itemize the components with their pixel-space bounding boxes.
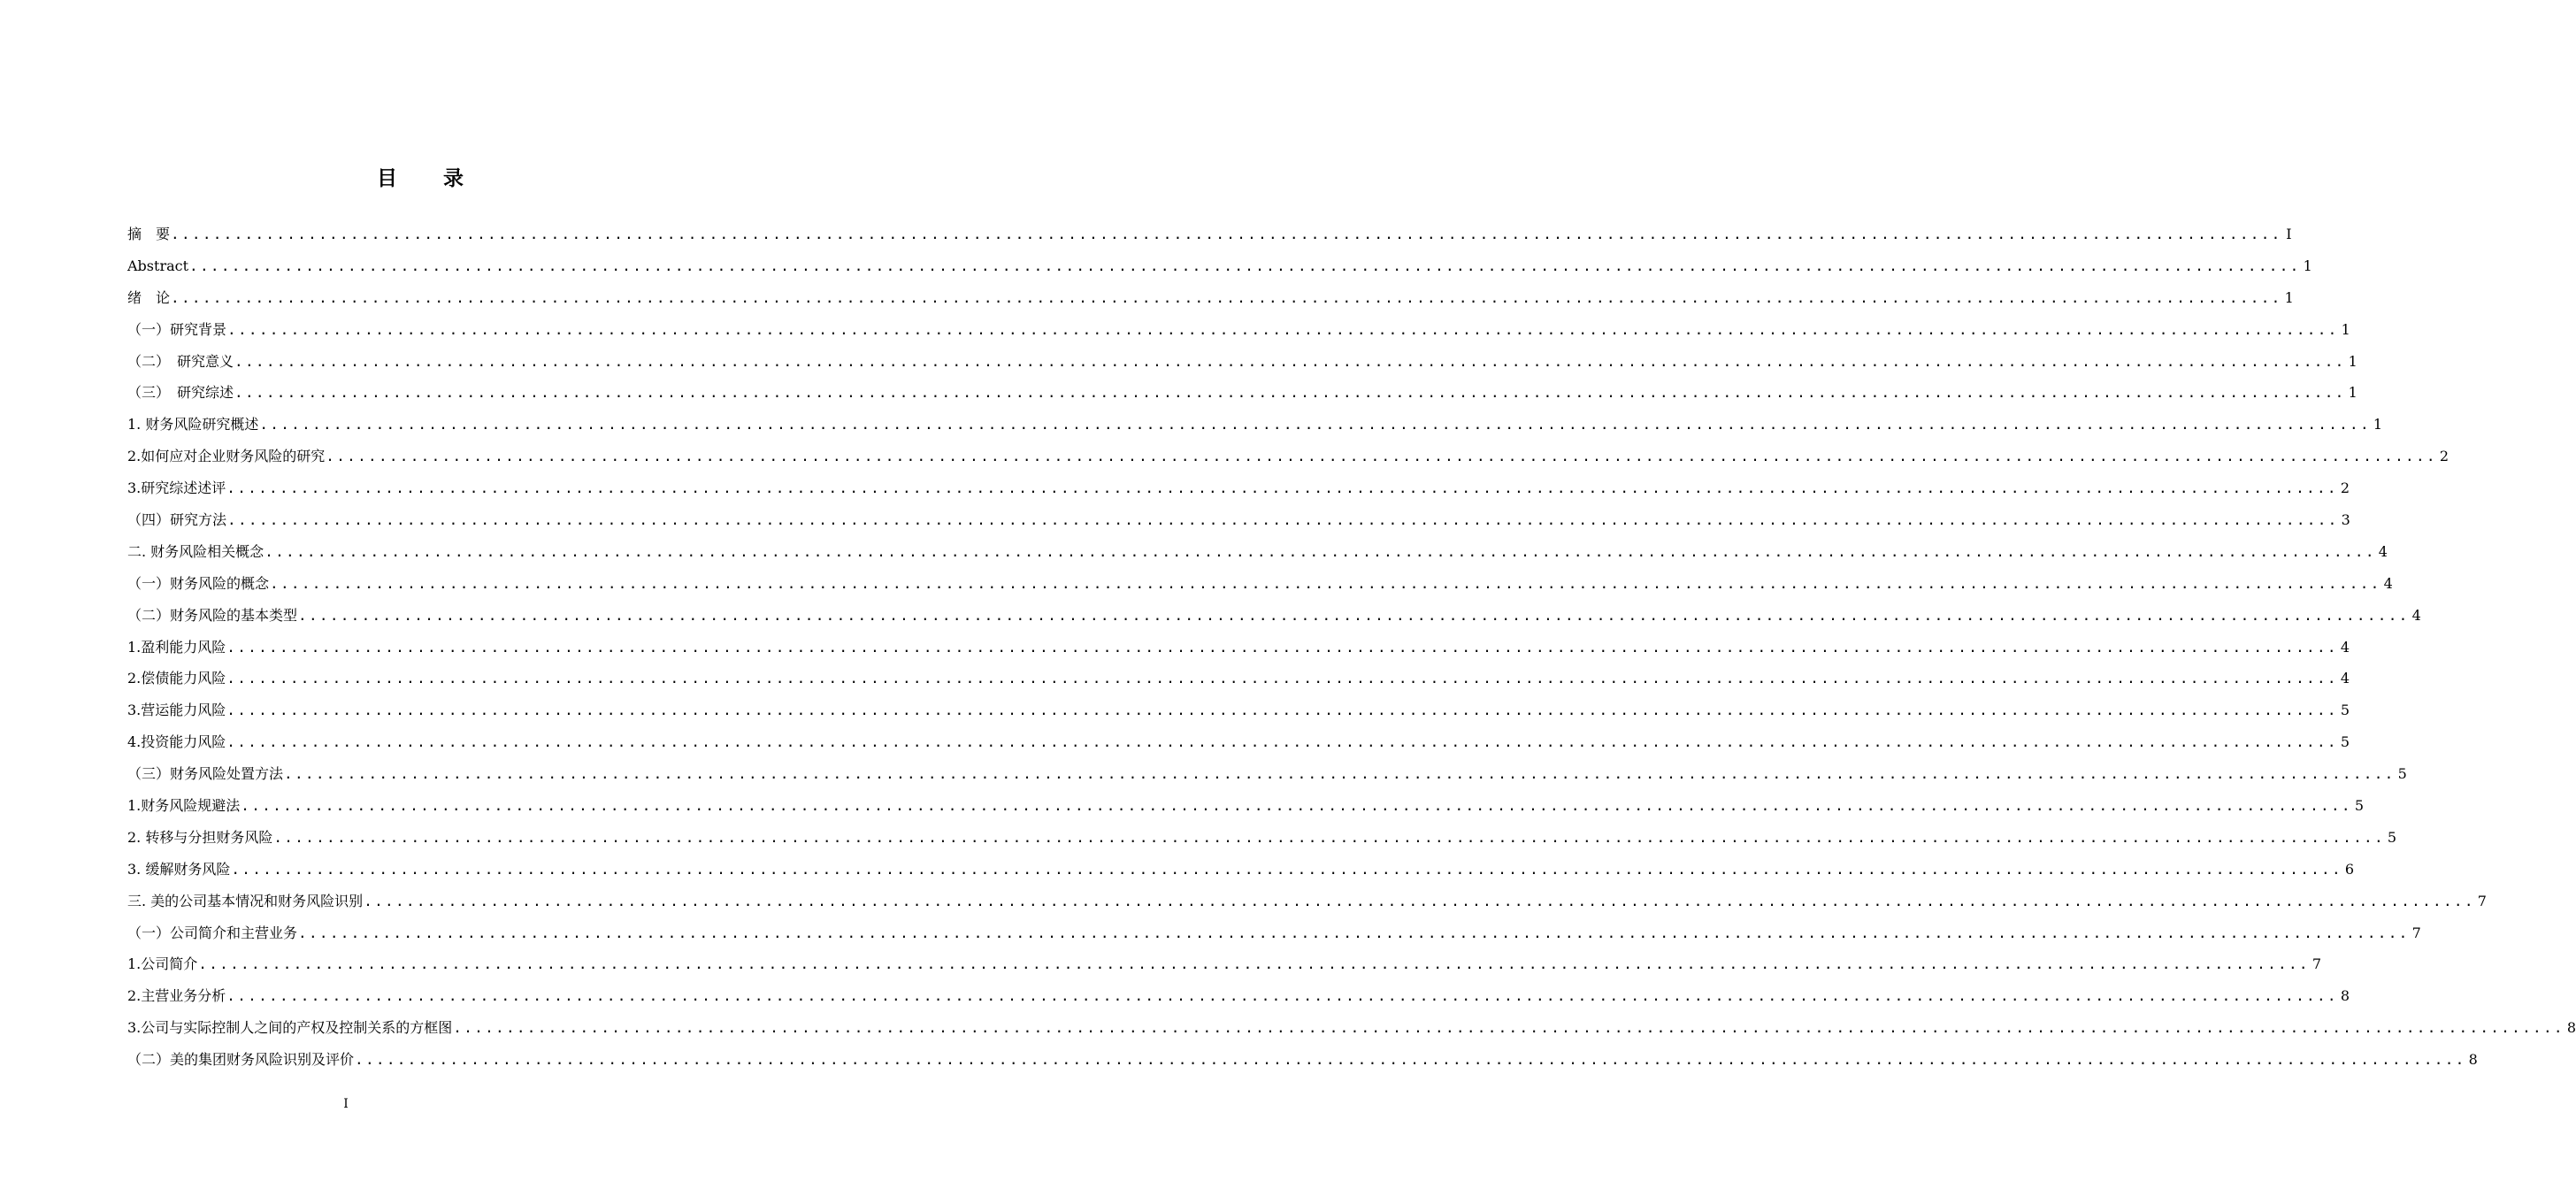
toc-entry[interactable] <box>127 948 2322 980</box>
toc-entry[interactable] <box>127 917 2421 949</box>
toc-entry-label: 1.公司简介 <box>127 955 198 973</box>
toc-leader-dots: ........................................................................................................................................................................................................ <box>227 320 2339 338</box>
page-title: 目 录 <box>376 166 483 190</box>
toc-entry-page: 7 <box>2411 924 2421 941</box>
toc-leader-dots: ........................................................................................................................................................................................................ <box>273 828 2385 846</box>
toc-leader-dots: ........................................................................................................................................................................................................ <box>284 765 2396 783</box>
toc-leader-dots: ........................................................................................................................................................................................................ <box>226 670 2338 687</box>
toc-leader-dots: ........................................................................................................................................................................................................ <box>234 384 2346 402</box>
toc-entry-page: 4 <box>2340 638 2350 656</box>
toc-entry-page: I <box>2286 225 2292 242</box>
toc-entry-label: （一）研究背景 <box>127 320 227 338</box>
toc-leader-dots: ........................................................................................................................................................................................................ <box>270 574 2381 592</box>
toc-entry-label: 2. 转移与分担财务风险 <box>127 828 273 846</box>
toc-entry[interactable] <box>127 1012 2576 1044</box>
toc-entry-page: 8 <box>2566 1019 2576 1037</box>
table-of-contents <box>127 219 2576 1076</box>
toc-entry-page: 4 <box>2383 574 2393 592</box>
toc-entry[interactable] <box>127 282 2294 314</box>
toc-entry-page: 1 <box>2348 384 2358 402</box>
toc-entry-label: （一）公司简介和主营业务 <box>127 924 298 941</box>
toc-leader-dots: ........................................................................................................................................................................................................ <box>227 510 2339 528</box>
toc-entry-label: （四）研究方法 <box>127 510 227 528</box>
toc-entry-label: （二）财务风险的基本类型 <box>127 606 298 624</box>
toc-entry-page: 5 <box>2397 765 2407 783</box>
toc-leader-dots: ........................................................................................................................................................................................................ <box>171 225 2282 242</box>
toc-entry-label: 2.如何应对企业财务风险的研究 <box>127 448 326 465</box>
toc-entry[interactable] <box>127 441 2450 472</box>
toc-leader-dots: ........................................................................................................................................................................................................ <box>226 987 2338 1005</box>
toc-entry[interactable] <box>127 600 2421 632</box>
toc-leader-dots: ........................................................................................................................................................................................................ <box>189 257 2301 274</box>
toc-entry-label: （二）美的集团财务风险识别及评价 <box>127 1051 355 1069</box>
toc-entry[interactable] <box>127 854 2355 886</box>
toc-entry-label: 2.偿债能力风险 <box>127 670 226 687</box>
toc-entry[interactable] <box>127 1044 2478 1076</box>
toc-entry[interactable] <box>127 980 2350 1012</box>
toc-entry[interactable] <box>127 472 2350 504</box>
toc-entry-label: （一）财务风险的概念 <box>127 574 270 592</box>
toc-entry[interactable] <box>127 250 2312 282</box>
toc-entry-page: 1 <box>2373 416 2383 433</box>
toc-entry-page: 6 <box>2344 860 2355 878</box>
toc-leader-dots: ........................................................................................................................................................................................................ <box>171 288 2282 306</box>
toc-entry-label: （三）财务风险处置方法 <box>127 765 284 783</box>
toc-entry[interactable] <box>127 314 2350 346</box>
toc-entry-label: 绪 论 <box>127 288 171 306</box>
toc-entry[interactable] <box>127 726 2350 758</box>
toc-entry-label: 3.营运能力风险 <box>127 702 226 719</box>
toc-leader-dots: ........................................................................................................................................................................................................ <box>226 638 2338 656</box>
toc-entry[interactable] <box>127 632 2350 664</box>
toc-entry-label: 摘 要 <box>127 225 171 242</box>
toc-entry[interactable] <box>127 790 2365 822</box>
toc-entry-page: 8 <box>2468 1051 2478 1069</box>
toc-entry-page: 1 <box>2303 257 2312 274</box>
toc-entry-page: 5 <box>2340 702 2350 719</box>
toc-entry-label: 3.研究综述述评 <box>127 479 226 497</box>
toc-leader-dots: ........................................................................................................................................................................................................ <box>264 542 2376 560</box>
toc-entry-label: （三） 研究综述 <box>127 384 234 402</box>
toc-leader-dots: ........................................................................................................................................................................................................ <box>364 892 2475 909</box>
toc-entry[interactable] <box>127 377 2358 409</box>
toc-entry-page: 5 <box>2387 828 2397 846</box>
toc-entry[interactable] <box>127 568 2393 600</box>
toc-entry-label: 三. 美的公司基本情况和财务风险识别 <box>127 892 364 909</box>
toc-entry-page: 2 <box>2340 479 2350 497</box>
toc-entry-page: 4 <box>2340 670 2350 687</box>
toc-entry-label: 3.公司与实际控制人之间的产权及控制关系的方框图 <box>127 1019 453 1037</box>
toc-entry[interactable] <box>127 346 2358 378</box>
toc-entry[interactable] <box>127 536 2388 568</box>
toc-entry-label: 3. 缓解财务风险 <box>127 860 231 878</box>
toc-entry[interactable] <box>127 663 2350 694</box>
toc-leader-dots: ........................................................................................................................................................................................................ <box>226 479 2338 497</box>
toc-entry-page: 3 <box>2341 510 2350 528</box>
toc-leader-dots: ........................................................................................................................................................................................................ <box>326 448 2437 465</box>
toc-leader-dots: ........................................................................................................................................................................................................ <box>259 416 2371 433</box>
toc-entry[interactable] <box>127 694 2350 726</box>
toc-entry-page: 8 <box>2340 987 2350 1005</box>
toc-leader-dots: ........................................................................................................................................................................................................ <box>226 702 2338 719</box>
toc-entry-page: 5 <box>2354 796 2365 814</box>
toc-leader-dots: ........................................................................................................................................................................................................ <box>231 860 2342 878</box>
toc-leader-dots: ........................................................................................................................................................................................................ <box>298 606 2410 624</box>
toc-entry-page: 2 <box>2439 448 2450 465</box>
toc-entry-page: 7 <box>2312 955 2322 973</box>
toc-leader-dots: ........................................................................................................................................................................................................ <box>234 352 2346 370</box>
toc-entry-label: 二. 财务风险相关概念 <box>127 542 264 560</box>
toc-entry[interactable] <box>127 758 2407 790</box>
toc-entry[interactable] <box>127 504 2350 536</box>
toc-entry-label: 1.财务风险规避法 <box>127 796 241 814</box>
toc-leader-dots: ........................................................................................................................................................................................................ <box>298 924 2410 941</box>
toc-entry-label: 1.盈利能力风险 <box>127 638 226 656</box>
toc-leader-dots: ........................................................................................................................................................................................................ <box>241 796 2352 814</box>
toc-entry-page: 1 <box>2284 288 2294 306</box>
toc-leader-dots: ........................................................................................................................................................................................................ <box>453 1019 2564 1037</box>
toc-entry-page: 5 <box>2340 733 2350 751</box>
toc-entry-page: 4 <box>2411 606 2421 624</box>
toc-entry-page: 1 <box>2341 320 2350 338</box>
toc-entry[interactable] <box>127 219 2292 250</box>
toc-entry-label: 2.主营业务分析 <box>127 987 226 1005</box>
toc-entry-label: Abstract <box>127 257 189 274</box>
toc-entry-page: 1 <box>2348 352 2358 370</box>
toc-entry-page: 7 <box>2477 892 2487 909</box>
toc-entry-label: （二） 研究意义 <box>127 352 234 370</box>
toc-entry[interactable] <box>127 886 2487 917</box>
toc-leader-dots: ........................................................................................................................................................................................................ <box>198 955 2310 973</box>
footer-page-number: I <box>343 1097 349 1111</box>
toc-entry-page: 4 <box>2378 542 2388 560</box>
toc-entry-label: 4.投资能力风险 <box>127 733 226 751</box>
toc-entry[interactable] <box>127 409 2383 441</box>
toc-entry[interactable] <box>127 822 2397 854</box>
toc-leader-dots: ........................................................................................................................................................................................................ <box>355 1051 2466 1069</box>
toc-leader-dots: ........................................................................................................................................................................................................ <box>226 733 2338 751</box>
toc-entry-label: 1. 财务风险研究概述 <box>127 416 259 433</box>
